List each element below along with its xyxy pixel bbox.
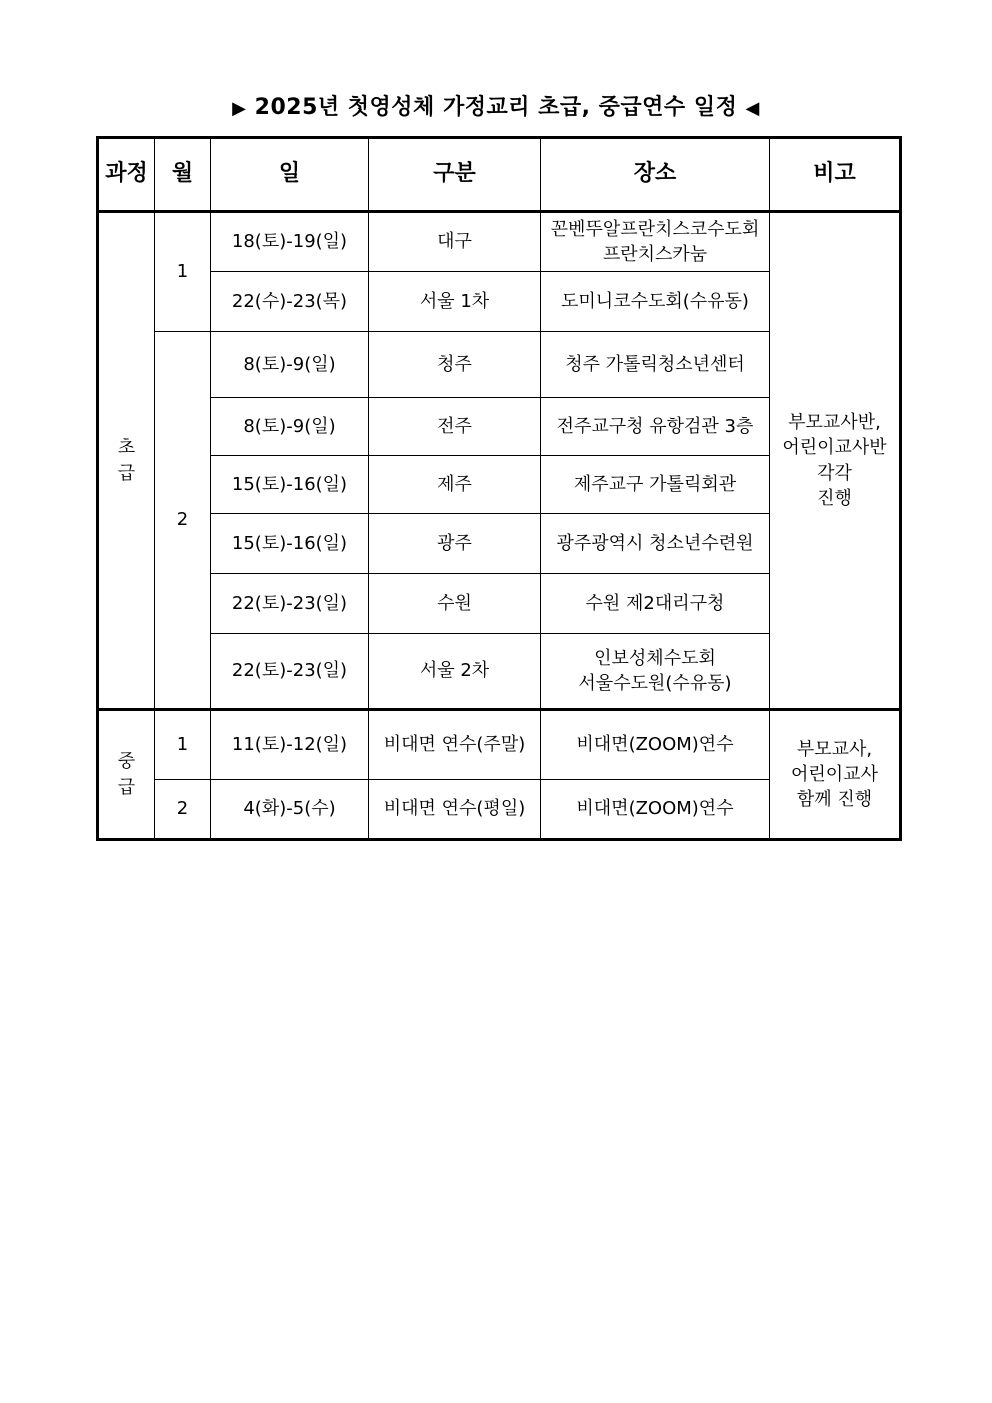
category-cell: 청주 <box>369 332 541 398</box>
place-cell: 도미니코수도회(수유동) <box>541 272 770 332</box>
place-cell: 광주광역시 청소년수련원 <box>541 514 770 574</box>
page-title <box>0 90 992 121</box>
category-cell: 대구 <box>369 212 541 272</box>
category-cell: 수원 <box>369 574 541 634</box>
place-cell: 수원 제2대리구청 <box>541 574 770 634</box>
course-beginner: 초 급 <box>98 212 155 710</box>
date-cell: 15(토)-16(일) <box>211 456 369 514</box>
date-cell: 8(토)-9(일) <box>211 332 369 398</box>
schedule-table <box>96 136 902 841</box>
month-cell: 1 <box>155 710 211 780</box>
category-cell: 비대면 연수(평일) <box>369 780 541 840</box>
place-cell: 비대면(ZOOM)연수 <box>541 710 770 780</box>
place-cell: 청주 가톨릭청소년센터 <box>541 332 770 398</box>
header-month: 월 <box>155 138 211 212</box>
place-cell: 제주교구 가톨릭회관 <box>541 456 770 514</box>
place-cell: 비대면(ZOOM)연수 <box>541 780 770 840</box>
table-row <box>98 710 901 780</box>
header-course: 과정 <box>98 138 155 212</box>
header-row <box>98 138 901 212</box>
place-cell: 꼰벤뚜알프란치스코수도회 프란치스카눔 <box>541 212 770 272</box>
note-beginner: 부모교사반, 어린이교사반 각각 진행 <box>770 212 901 710</box>
place-cell: 인보성체수도회 서울수도원(수유동) <box>541 634 770 710</box>
date-cell: 15(토)-16(일) <box>211 514 369 574</box>
month-cell: 2 <box>155 332 211 710</box>
category-cell: 서울 1차 <box>369 272 541 332</box>
category-cell: 전주 <box>369 398 541 456</box>
date-cell: 18(토)-19(일) <box>211 212 369 272</box>
left-triangle-icon: ◀ <box>745 98 760 119</box>
month-cell: 1 <box>155 212 211 332</box>
category-cell: 제주 <box>369 456 541 514</box>
place-cell: 전주교구청 유항검관 3층 <box>541 398 770 456</box>
course-intermediate: 중 급 <box>98 710 155 840</box>
date-cell: 11(토)-12(일) <box>211 710 369 780</box>
date-cell: 4(화)-5(수) <box>211 780 369 840</box>
note-intermediate: 부모교사, 어린이교사 함께 진행 <box>770 710 901 840</box>
date-cell: 22(수)-23(목) <box>211 272 369 332</box>
right-triangle-icon: ▶ <box>232 98 247 119</box>
header-date: 일 <box>211 138 369 212</box>
date-cell: 22(토)-23(일) <box>211 634 369 710</box>
category-cell: 서울 2차 <box>369 634 541 710</box>
month-cell: 2 <box>155 780 211 840</box>
title-text: 2025년 첫영성체 가정교리 초급, 중급연수 일정 <box>254 95 738 120</box>
header-note: 비고 <box>770 138 901 212</box>
date-cell: 8(토)-9(일) <box>211 398 369 456</box>
category-cell: 광주 <box>369 514 541 574</box>
header-place: 장소 <box>541 138 770 212</box>
date-cell: 22(토)-23(일) <box>211 574 369 634</box>
table-row <box>98 212 901 272</box>
category-cell: 비대면 연수(주말) <box>369 710 541 780</box>
header-category: 구분 <box>369 138 541 212</box>
